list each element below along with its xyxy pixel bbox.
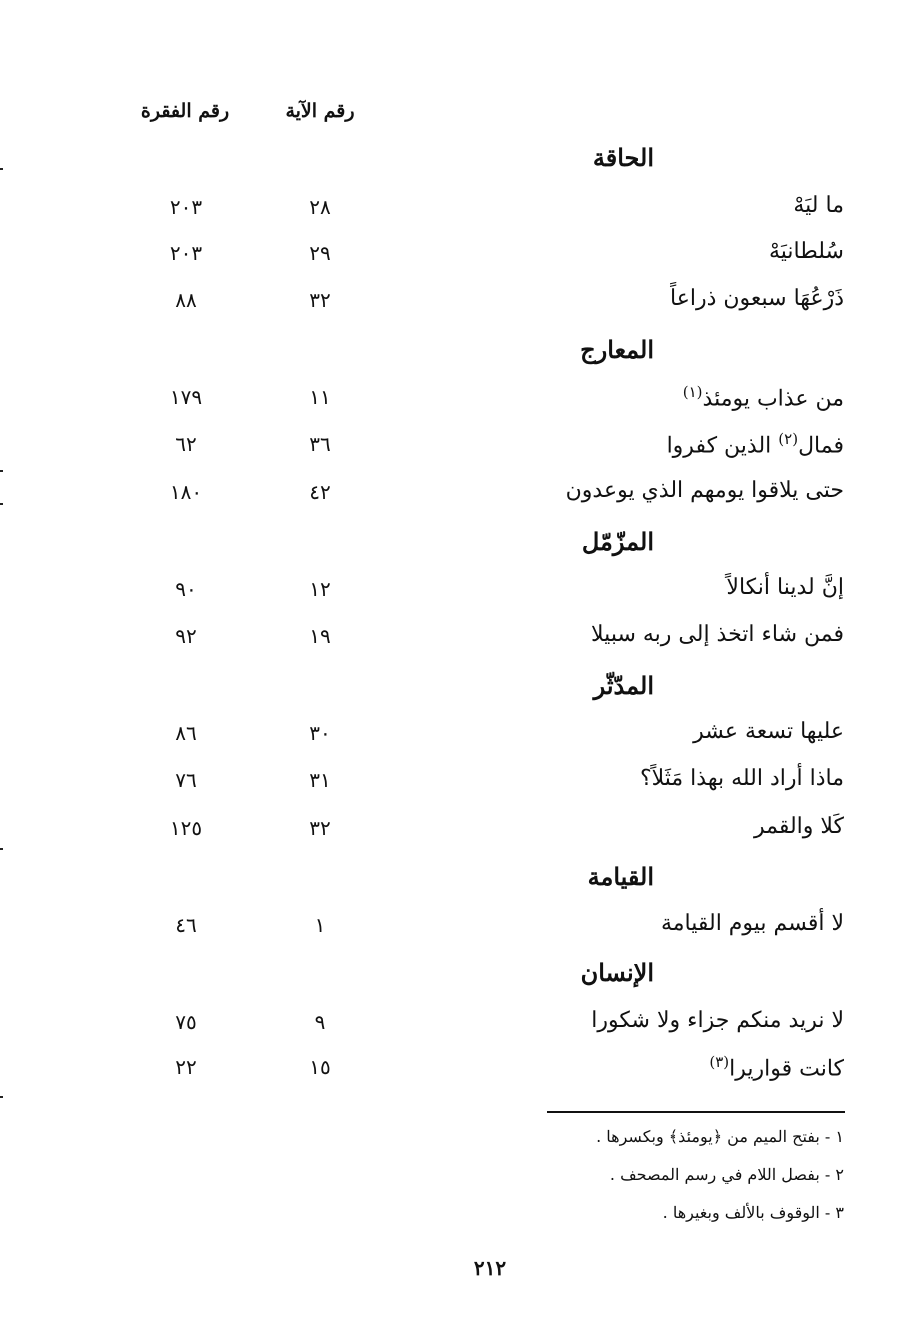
- scan-edge-mark: [0, 1096, 3, 1098]
- paragraph-number: ٧٥: [175, 1010, 197, 1034]
- verse-number: ٢٨: [309, 195, 331, 219]
- index-row: [0, 239, 909, 279]
- paragraph-number: ٢٠٣: [169, 241, 203, 265]
- entry-text-main: من عذاب يومئذ: [702, 386, 844, 412]
- entry-text: لا نريد منكم جزاء ولا شكورا: [591, 1008, 844, 1033]
- footnote-separator: [547, 1111, 845, 1113]
- entry-text: [667, 430, 844, 458]
- verse-number: ٤٢: [309, 480, 331, 504]
- index-row: [0, 911, 909, 951]
- entry-text: إنَّ لدينا أنكالاً: [726, 575, 844, 600]
- entry-text-main: فمال: [798, 433, 844, 459]
- entry-text: سُلطانيَهْ: [768, 239, 844, 264]
- section-title: القيامة: [587, 862, 654, 891]
- footnote: ٢ - بفصل اللام في رسم المصحف .: [609, 1165, 844, 1184]
- paragraph-number-column-header: رقم الفقرة: [140, 100, 230, 122]
- index-row: [0, 575, 909, 615]
- index-row: [0, 193, 909, 233]
- index-row: [0, 1008, 909, 1048]
- footnote: ٣ - الوقوف بالألف وبغيرها .: [662, 1203, 844, 1222]
- footnotes: [596, 1122, 844, 1236]
- entry-text-main: كانت قواريرا: [729, 1056, 844, 1082]
- entry-text: فمن شاء اتخذ إلى ربه سبيلا: [591, 622, 844, 647]
- paragraph-number: ٢٢: [175, 1055, 197, 1079]
- paragraph-number: ٤٦: [175, 913, 197, 937]
- entry-text: عليها تسعة عشر: [693, 719, 844, 744]
- verse-number: ٣٢: [309, 288, 331, 312]
- paragraph-number: ٦٢: [175, 432, 197, 456]
- verse-number: ١٢: [309, 577, 331, 601]
- verse-number: ٢٩: [309, 241, 331, 265]
- index-row: [0, 383, 909, 423]
- verse-number: ٣٢: [309, 816, 331, 840]
- scan-edge-mark: [0, 470, 3, 472]
- scan-edge-mark: [0, 168, 3, 170]
- footnote-marker: (١): [682, 383, 703, 401]
- scan-edge-mark: [0, 503, 3, 505]
- section-title: المعارج: [580, 335, 654, 364]
- verse-number: ٣٦: [309, 432, 331, 456]
- paragraph-number: ٢٠٣: [169, 195, 203, 219]
- verse-number: ١: [314, 913, 326, 937]
- index-row: [0, 766, 909, 806]
- section-title: الحاقة: [592, 143, 654, 172]
- footnote-marker: (٣): [709, 1053, 730, 1071]
- paragraph-number: ٧٦: [175, 768, 197, 792]
- paragraph-number: ١٢٥: [169, 816, 203, 840]
- footnote: ١ - بفتح الميم من ﴿يومئذ﴾ وبكسرها .: [596, 1127, 844, 1146]
- verse-number: ١٩: [309, 624, 331, 648]
- page-number: ٢١٢: [473, 1256, 507, 1280]
- section-title: المدّثّر: [593, 671, 654, 700]
- paragraph-number: ١٨٠: [169, 480, 203, 504]
- verse-number: ١٥: [309, 1055, 331, 1079]
- section-title: المزّمّل: [581, 527, 654, 556]
- paragraph-number: ٩٢: [175, 624, 197, 648]
- verse-number: ٣٠: [309, 721, 331, 745]
- index-row: [0, 622, 909, 662]
- paragraph-number: ٨٨: [175, 288, 197, 312]
- index-row: [0, 478, 909, 518]
- entry-text-continued: الذين كفروا: [666, 433, 772, 459]
- verse-number: ٣١: [309, 768, 331, 792]
- paragraph-number: ٩٠: [175, 577, 197, 601]
- entry-text: حتى يلاقوا يومهم الذي يوعدون: [565, 478, 844, 503]
- entry-text: كَلا والقمر: [753, 814, 844, 839]
- index-row: [0, 719, 909, 759]
- index-row: [0, 1053, 909, 1093]
- index-row: [0, 286, 909, 326]
- entry-text: لا أقسم بيوم القيامة: [660, 911, 844, 936]
- verse-number-column-header: رقم الآية: [285, 100, 355, 122]
- entry-text: ذَرْعُهَا سبعون ذراعاً: [670, 286, 844, 311]
- scan-edge-mark: [0, 848, 3, 850]
- entry-text: [683, 383, 844, 411]
- verse-number: ١١: [309, 385, 331, 409]
- paragraph-number: ١٧٩: [169, 385, 203, 409]
- entry-text: ما ليَهْ: [793, 193, 844, 218]
- entry-text: ماذا أراد الله بهذا مَثَلاً؟: [639, 766, 844, 791]
- footnote-marker: (٢): [778, 430, 799, 448]
- index-row: [0, 430, 909, 470]
- verse-number: ٩: [314, 1010, 326, 1034]
- section-title: الإنسان: [580, 958, 654, 987]
- entry-text: [709, 1053, 844, 1081]
- paragraph-number: ٨٦: [175, 721, 197, 745]
- index-row: [0, 814, 909, 854]
